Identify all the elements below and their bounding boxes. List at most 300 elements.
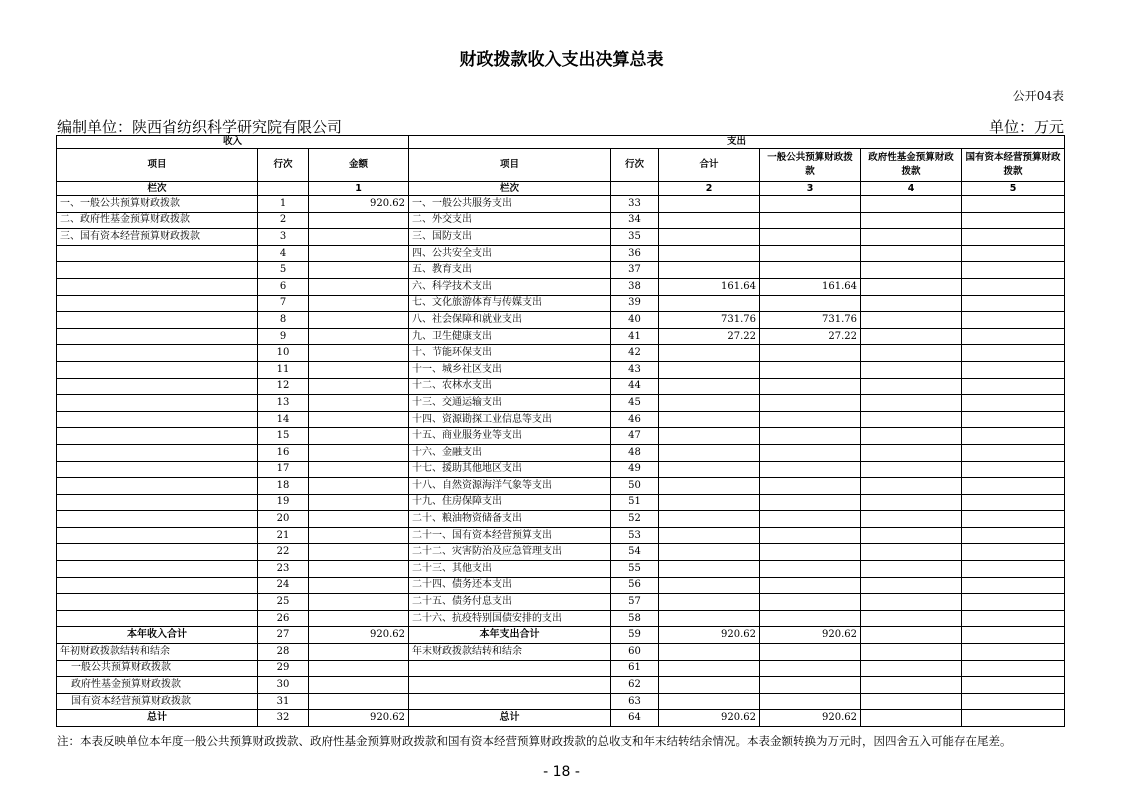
state-capital-amount bbox=[962, 527, 1065, 544]
state-capital-amount bbox=[962, 511, 1065, 528]
income-item: 国有资本经营预算财政拨款 bbox=[57, 693, 258, 710]
table-row bbox=[57, 627, 1065, 644]
table-row bbox=[57, 644, 1065, 661]
expense-total bbox=[659, 511, 760, 528]
expense-item: 十六、金融支出 bbox=[409, 444, 611, 461]
state-capital-amount bbox=[962, 345, 1065, 362]
general-budget-amount: 27.22 bbox=[760, 328, 861, 345]
income-item bbox=[57, 245, 258, 262]
state-capital-header: 国有资本经营预算财政拨款 bbox=[962, 149, 1065, 182]
income-amount bbox=[309, 693, 409, 710]
expense-total bbox=[659, 644, 760, 661]
expense-item: 总计 bbox=[409, 710, 611, 727]
expense-item: 十三、交通运输支出 bbox=[409, 395, 611, 412]
general-budget-amount bbox=[760, 295, 861, 312]
income-amount-header: 金额 bbox=[309, 149, 409, 182]
gov-fund-amount bbox=[861, 229, 962, 246]
general-budget-amount bbox=[760, 378, 861, 395]
income-line-no: 13 bbox=[258, 395, 309, 412]
income-item bbox=[57, 478, 258, 495]
state-capital-amount bbox=[962, 196, 1065, 213]
table-row bbox=[57, 328, 1065, 345]
state-capital-amount bbox=[962, 378, 1065, 395]
gov-fund-amount bbox=[861, 278, 962, 295]
gov-fund-amount bbox=[861, 494, 962, 511]
general-budget-header: 一般公共预算财政拨款 bbox=[760, 149, 861, 182]
table-row bbox=[57, 411, 1065, 428]
expense-total bbox=[659, 395, 760, 412]
income-line-no: 9 bbox=[258, 328, 309, 345]
expense-line-no: 36 bbox=[611, 245, 659, 262]
table-row bbox=[57, 577, 1065, 594]
expense-total bbox=[659, 594, 760, 611]
expense-total bbox=[659, 196, 760, 213]
column-index-4: 4 bbox=[861, 182, 962, 196]
column-index-blank bbox=[258, 182, 309, 196]
expense-total bbox=[659, 577, 760, 594]
gov-fund-amount bbox=[861, 710, 962, 727]
income-line-no: 10 bbox=[258, 345, 309, 362]
expense-total bbox=[659, 411, 760, 428]
gov-fund-amount bbox=[861, 295, 962, 312]
expense-item: 二十一、国有资本经营预算支出 bbox=[409, 527, 611, 544]
income-header: 收入 bbox=[57, 136, 409, 149]
table-row bbox=[57, 196, 1065, 213]
income-amount: 920.62 bbox=[309, 627, 409, 644]
budget-summary-table bbox=[56, 135, 1065, 727]
income-amount bbox=[309, 527, 409, 544]
state-capital-amount bbox=[962, 262, 1065, 279]
income-amount bbox=[309, 345, 409, 362]
table-row bbox=[57, 461, 1065, 478]
gov-fund-amount bbox=[861, 245, 962, 262]
expense-line-no: 35 bbox=[611, 229, 659, 246]
expense-line-no: 41 bbox=[611, 328, 659, 345]
expense-total bbox=[659, 212, 760, 229]
state-capital-amount bbox=[962, 245, 1065, 262]
expense-item: 二十二、灾害防治及应急管理支出 bbox=[409, 544, 611, 561]
general-budget-amount bbox=[760, 411, 861, 428]
income-line-no: 5 bbox=[258, 262, 309, 279]
general-budget-amount bbox=[760, 511, 861, 528]
state-capital-amount bbox=[962, 444, 1065, 461]
general-budget-amount bbox=[760, 594, 861, 611]
expense-total bbox=[659, 444, 760, 461]
income-item bbox=[57, 444, 258, 461]
general-budget-amount bbox=[760, 229, 861, 246]
general-budget-amount bbox=[760, 527, 861, 544]
expense-line-no: 57 bbox=[611, 594, 659, 611]
table-row bbox=[57, 428, 1065, 445]
expense-item: 四、公共安全支出 bbox=[409, 245, 611, 262]
expense-line-no: 49 bbox=[611, 461, 659, 478]
gov-fund-amount bbox=[861, 428, 962, 445]
expense-line-no: 48 bbox=[611, 444, 659, 461]
income-item: 政府性基金预算财政拨款 bbox=[57, 677, 258, 694]
income-line-header: 行次 bbox=[258, 149, 309, 182]
gov-fund-amount bbox=[861, 544, 962, 561]
income-line-no: 19 bbox=[258, 494, 309, 511]
income-item bbox=[57, 494, 258, 511]
gov-fund-amount bbox=[861, 677, 962, 694]
general-budget-amount bbox=[760, 660, 861, 677]
expense-total bbox=[659, 345, 760, 362]
income-item bbox=[57, 544, 258, 561]
income-line-no: 32 bbox=[258, 710, 309, 727]
income-amount bbox=[309, 361, 409, 378]
income-amount: 920.62 bbox=[309, 196, 409, 213]
gov-fund-amount bbox=[861, 644, 962, 661]
expense-total bbox=[659, 361, 760, 378]
table-row bbox=[57, 278, 1065, 295]
income-item: 年初财政拨款结转和结余 bbox=[57, 644, 258, 661]
income-amount bbox=[309, 278, 409, 295]
expense-item: 本年支出合计 bbox=[409, 627, 611, 644]
general-budget-amount bbox=[760, 677, 861, 694]
income-item bbox=[57, 378, 258, 395]
expense-total bbox=[659, 693, 760, 710]
general-budget-amount bbox=[760, 345, 861, 362]
income-line-no: 15 bbox=[258, 428, 309, 445]
gov-fund-amount bbox=[861, 196, 962, 213]
expense-line-no: 62 bbox=[611, 677, 659, 694]
income-item bbox=[57, 345, 258, 362]
expense-total bbox=[659, 527, 760, 544]
income-line-no: 24 bbox=[258, 577, 309, 594]
general-budget-amount bbox=[760, 494, 861, 511]
expense-total bbox=[659, 544, 760, 561]
reporting-unit: 编制单位：陕西省纺织科学研究院有限公司 bbox=[57, 118, 343, 136]
income-amount bbox=[309, 677, 409, 694]
expense-line-no: 53 bbox=[611, 527, 659, 544]
expense-item: 二十、粮油物资储备支出 bbox=[409, 511, 611, 528]
state-capital-amount bbox=[962, 561, 1065, 578]
income-amount bbox=[309, 660, 409, 677]
gov-fund-amount bbox=[861, 478, 962, 495]
income-item: 总计 bbox=[57, 710, 258, 727]
expense-item bbox=[409, 677, 611, 694]
column-index-2: 2 bbox=[659, 182, 760, 196]
column-index-5: 5 bbox=[962, 182, 1065, 196]
state-capital-amount bbox=[962, 461, 1065, 478]
report-title: 财政拨款收入支出决算总表 bbox=[459, 50, 664, 70]
general-budget-amount bbox=[760, 693, 861, 710]
income-amount bbox=[309, 478, 409, 495]
gov-fund-amount bbox=[861, 361, 962, 378]
expense-item: 一、一般公共服务支出 bbox=[409, 196, 611, 213]
general-budget-amount bbox=[760, 262, 861, 279]
expense-line-no: 39 bbox=[611, 295, 659, 312]
table-row bbox=[57, 693, 1065, 710]
income-amount bbox=[309, 212, 409, 229]
expense-item: 二十三、其他支出 bbox=[409, 561, 611, 578]
general-budget-amount bbox=[760, 212, 861, 229]
income-item bbox=[57, 610, 258, 627]
table-row bbox=[57, 345, 1065, 362]
income-line-no: 14 bbox=[258, 411, 309, 428]
income-line-no: 29 bbox=[258, 660, 309, 677]
income-item bbox=[57, 527, 258, 544]
general-budget-amount: 161.64 bbox=[760, 278, 861, 295]
column-index-3: 3 bbox=[760, 182, 861, 196]
table-row bbox=[57, 710, 1065, 727]
expense-item: 十一、城乡社区支出 bbox=[409, 361, 611, 378]
state-capital-amount bbox=[962, 361, 1065, 378]
income-item: 本年收入合计 bbox=[57, 627, 258, 644]
expense-item: 十二、农林水支出 bbox=[409, 378, 611, 395]
expense-total bbox=[659, 245, 760, 262]
general-budget-amount bbox=[760, 544, 861, 561]
income-line-no: 23 bbox=[258, 561, 309, 578]
general-budget-amount bbox=[760, 196, 861, 213]
expense-item: 二、外交支出 bbox=[409, 212, 611, 229]
total-header: 合计 bbox=[659, 149, 760, 182]
income-amount bbox=[309, 378, 409, 395]
income-amount bbox=[309, 561, 409, 578]
gov-fund-amount bbox=[861, 312, 962, 329]
income-amount bbox=[309, 295, 409, 312]
expense-total: 920.62 bbox=[659, 710, 760, 727]
expense-item: 年末财政拨款结转和结余 bbox=[409, 644, 611, 661]
expense-line-no: 56 bbox=[611, 577, 659, 594]
table-row bbox=[57, 561, 1065, 578]
gov-fund-amount bbox=[861, 511, 962, 528]
expense-line-no: 50 bbox=[611, 478, 659, 495]
table-row bbox=[57, 395, 1065, 412]
expense-total bbox=[659, 677, 760, 694]
expense-line-no: 37 bbox=[611, 262, 659, 279]
page-number: - 18 - bbox=[543, 764, 580, 780]
income-item bbox=[57, 461, 258, 478]
table-row bbox=[57, 378, 1065, 395]
income-amount bbox=[309, 644, 409, 661]
expense-line-header: 行次 bbox=[611, 149, 659, 182]
state-capital-amount bbox=[962, 229, 1065, 246]
expense-line-no: 60 bbox=[611, 644, 659, 661]
income-amount bbox=[309, 262, 409, 279]
expense-total bbox=[659, 262, 760, 279]
income-amount bbox=[309, 511, 409, 528]
table-row bbox=[57, 212, 1065, 229]
general-budget-amount bbox=[760, 428, 861, 445]
income-item bbox=[57, 561, 258, 578]
gov-fund-amount bbox=[861, 444, 962, 461]
general-budget-amount: 731.76 bbox=[760, 312, 861, 329]
expense-line-no: 47 bbox=[611, 428, 659, 445]
table-row bbox=[57, 312, 1065, 329]
income-amount bbox=[309, 610, 409, 627]
state-capital-amount bbox=[962, 594, 1065, 611]
expense-item bbox=[409, 693, 611, 710]
income-amount bbox=[309, 494, 409, 511]
currency-unit: 单位：万元 bbox=[988, 118, 1064, 136]
expense-item: 九、卫生健康支出 bbox=[409, 328, 611, 345]
table-row bbox=[57, 478, 1065, 495]
table-row bbox=[57, 229, 1065, 246]
expense-item: 八、社会保障和就业支出 bbox=[409, 312, 611, 329]
income-item bbox=[57, 511, 258, 528]
state-capital-amount bbox=[962, 644, 1065, 661]
expense-item-header: 项目 bbox=[409, 149, 611, 182]
income-line-no: 30 bbox=[258, 677, 309, 694]
table-row bbox=[57, 361, 1065, 378]
income-item: 一般公共预算财政拨款 bbox=[57, 660, 258, 677]
expense-total bbox=[659, 610, 760, 627]
expense-item: 二十四、债务还本支出 bbox=[409, 577, 611, 594]
column-index-label: 栏次 bbox=[57, 182, 258, 196]
income-item bbox=[57, 262, 258, 279]
general-budget-amount bbox=[760, 444, 861, 461]
expense-line-no: 46 bbox=[611, 411, 659, 428]
table-row bbox=[57, 544, 1065, 561]
table-row bbox=[57, 295, 1065, 312]
income-amount bbox=[309, 245, 409, 262]
expense-line-no: 44 bbox=[611, 378, 659, 395]
general-budget-amount bbox=[760, 561, 861, 578]
general-budget-amount bbox=[760, 361, 861, 378]
income-amount bbox=[309, 544, 409, 561]
expense-total bbox=[659, 461, 760, 478]
column-index-blank-2 bbox=[611, 182, 659, 196]
income-item: 一、一般公共预算财政拨款 bbox=[57, 196, 258, 213]
income-amount bbox=[309, 328, 409, 345]
general-budget-amount: 920.62 bbox=[760, 710, 861, 727]
income-amount bbox=[309, 428, 409, 445]
gov-fund-amount bbox=[861, 561, 962, 578]
general-budget-amount bbox=[760, 610, 861, 627]
expense-line-no: 33 bbox=[611, 196, 659, 213]
expense-item: 十八、自然资源海洋气象等支出 bbox=[409, 478, 611, 495]
income-line-no: 28 bbox=[258, 644, 309, 661]
income-line-no: 25 bbox=[258, 594, 309, 611]
income-amount bbox=[309, 577, 409, 594]
expense-total bbox=[659, 378, 760, 395]
income-item-header: 项目 bbox=[57, 149, 258, 182]
income-amount bbox=[309, 594, 409, 611]
expense-item: 二十五、债务付息支出 bbox=[409, 594, 611, 611]
expense-line-no: 61 bbox=[611, 660, 659, 677]
gov-fund-header: 政府性基金预算财政拨款 bbox=[861, 149, 962, 182]
expense-total: 731.76 bbox=[659, 312, 760, 329]
income-line-no: 3 bbox=[258, 229, 309, 246]
expense-total bbox=[659, 428, 760, 445]
state-capital-amount bbox=[962, 395, 1065, 412]
gov-fund-amount bbox=[861, 461, 962, 478]
column-index-1: 1 bbox=[309, 182, 409, 196]
table-row bbox=[57, 677, 1065, 694]
state-capital-amount bbox=[962, 577, 1065, 594]
gov-fund-amount bbox=[861, 262, 962, 279]
expense-line-no: 54 bbox=[611, 544, 659, 561]
income-amount: 920.62 bbox=[309, 710, 409, 727]
table-row bbox=[57, 660, 1065, 677]
state-capital-amount bbox=[962, 295, 1065, 312]
income-line-no: 7 bbox=[258, 295, 309, 312]
income-amount bbox=[309, 444, 409, 461]
income-line-no: 8 bbox=[258, 312, 309, 329]
state-capital-amount bbox=[962, 478, 1065, 495]
income-item: 三、国有资本经营预算财政拨款 bbox=[57, 229, 258, 246]
income-item bbox=[57, 395, 258, 412]
gov-fund-amount bbox=[861, 627, 962, 644]
expense-line-no: 45 bbox=[611, 395, 659, 412]
gov-fund-amount bbox=[861, 378, 962, 395]
expense-item: 三、国防支出 bbox=[409, 229, 611, 246]
income-line-no: 20 bbox=[258, 511, 309, 528]
income-line-no: 18 bbox=[258, 478, 309, 495]
expense-item: 七、文化旅游体育与传媒支出 bbox=[409, 295, 611, 312]
state-capital-amount bbox=[962, 610, 1065, 627]
table-row bbox=[57, 527, 1065, 544]
expense-line-no: 55 bbox=[611, 561, 659, 578]
expense-total: 920.62 bbox=[659, 627, 760, 644]
income-amount bbox=[309, 461, 409, 478]
gov-fund-amount bbox=[861, 212, 962, 229]
gov-fund-amount bbox=[861, 411, 962, 428]
expense-line-no: 63 bbox=[611, 693, 659, 710]
expense-line-no: 64 bbox=[611, 710, 659, 727]
income-amount bbox=[309, 312, 409, 329]
table-row bbox=[57, 610, 1065, 627]
income-amount bbox=[309, 411, 409, 428]
expense-total bbox=[659, 229, 760, 246]
expense-line-no: 52 bbox=[611, 511, 659, 528]
table-row bbox=[57, 444, 1065, 461]
expense-line-no: 43 bbox=[611, 361, 659, 378]
gov-fund-amount bbox=[861, 594, 962, 611]
gov-fund-amount bbox=[861, 577, 962, 594]
expense-item: 十五、商业服务业等支出 bbox=[409, 428, 611, 445]
expense-line-no: 51 bbox=[611, 494, 659, 511]
income-line-no: 6 bbox=[258, 278, 309, 295]
expense-total bbox=[659, 660, 760, 677]
income-line-no: 17 bbox=[258, 461, 309, 478]
income-line-no: 16 bbox=[258, 444, 309, 461]
income-item bbox=[57, 295, 258, 312]
income-item bbox=[57, 312, 258, 329]
income-line-no: 11 bbox=[258, 361, 309, 378]
income-item bbox=[57, 411, 258, 428]
expense-line-no: 59 bbox=[611, 627, 659, 644]
income-item bbox=[57, 328, 258, 345]
general-budget-amount bbox=[760, 478, 861, 495]
income-line-no: 26 bbox=[258, 610, 309, 627]
state-capital-amount bbox=[962, 710, 1065, 727]
income-amount bbox=[309, 229, 409, 246]
table-row bbox=[57, 594, 1065, 611]
state-capital-amount bbox=[962, 660, 1065, 677]
gov-fund-amount bbox=[861, 693, 962, 710]
gov-fund-amount bbox=[861, 345, 962, 362]
expense-total: 27.22 bbox=[659, 328, 760, 345]
income-item bbox=[57, 428, 258, 445]
expense-item: 十七、援助其他地区支出 bbox=[409, 461, 611, 478]
expense-item: 五、教育支出 bbox=[409, 262, 611, 279]
general-budget-amount bbox=[760, 395, 861, 412]
expense-line-no: 42 bbox=[611, 345, 659, 362]
gov-fund-amount bbox=[861, 660, 962, 677]
income-item bbox=[57, 278, 258, 295]
state-capital-amount bbox=[962, 312, 1065, 329]
expense-item: 十九、住房保障支出 bbox=[409, 494, 611, 511]
state-capital-amount bbox=[962, 212, 1065, 229]
table-row bbox=[57, 245, 1065, 262]
expense-total: 161.64 bbox=[659, 278, 760, 295]
expense-line-no: 40 bbox=[611, 312, 659, 329]
expense-header: 支出 bbox=[409, 136, 1065, 149]
gov-fund-amount bbox=[861, 610, 962, 627]
expense-line-no: 38 bbox=[611, 278, 659, 295]
